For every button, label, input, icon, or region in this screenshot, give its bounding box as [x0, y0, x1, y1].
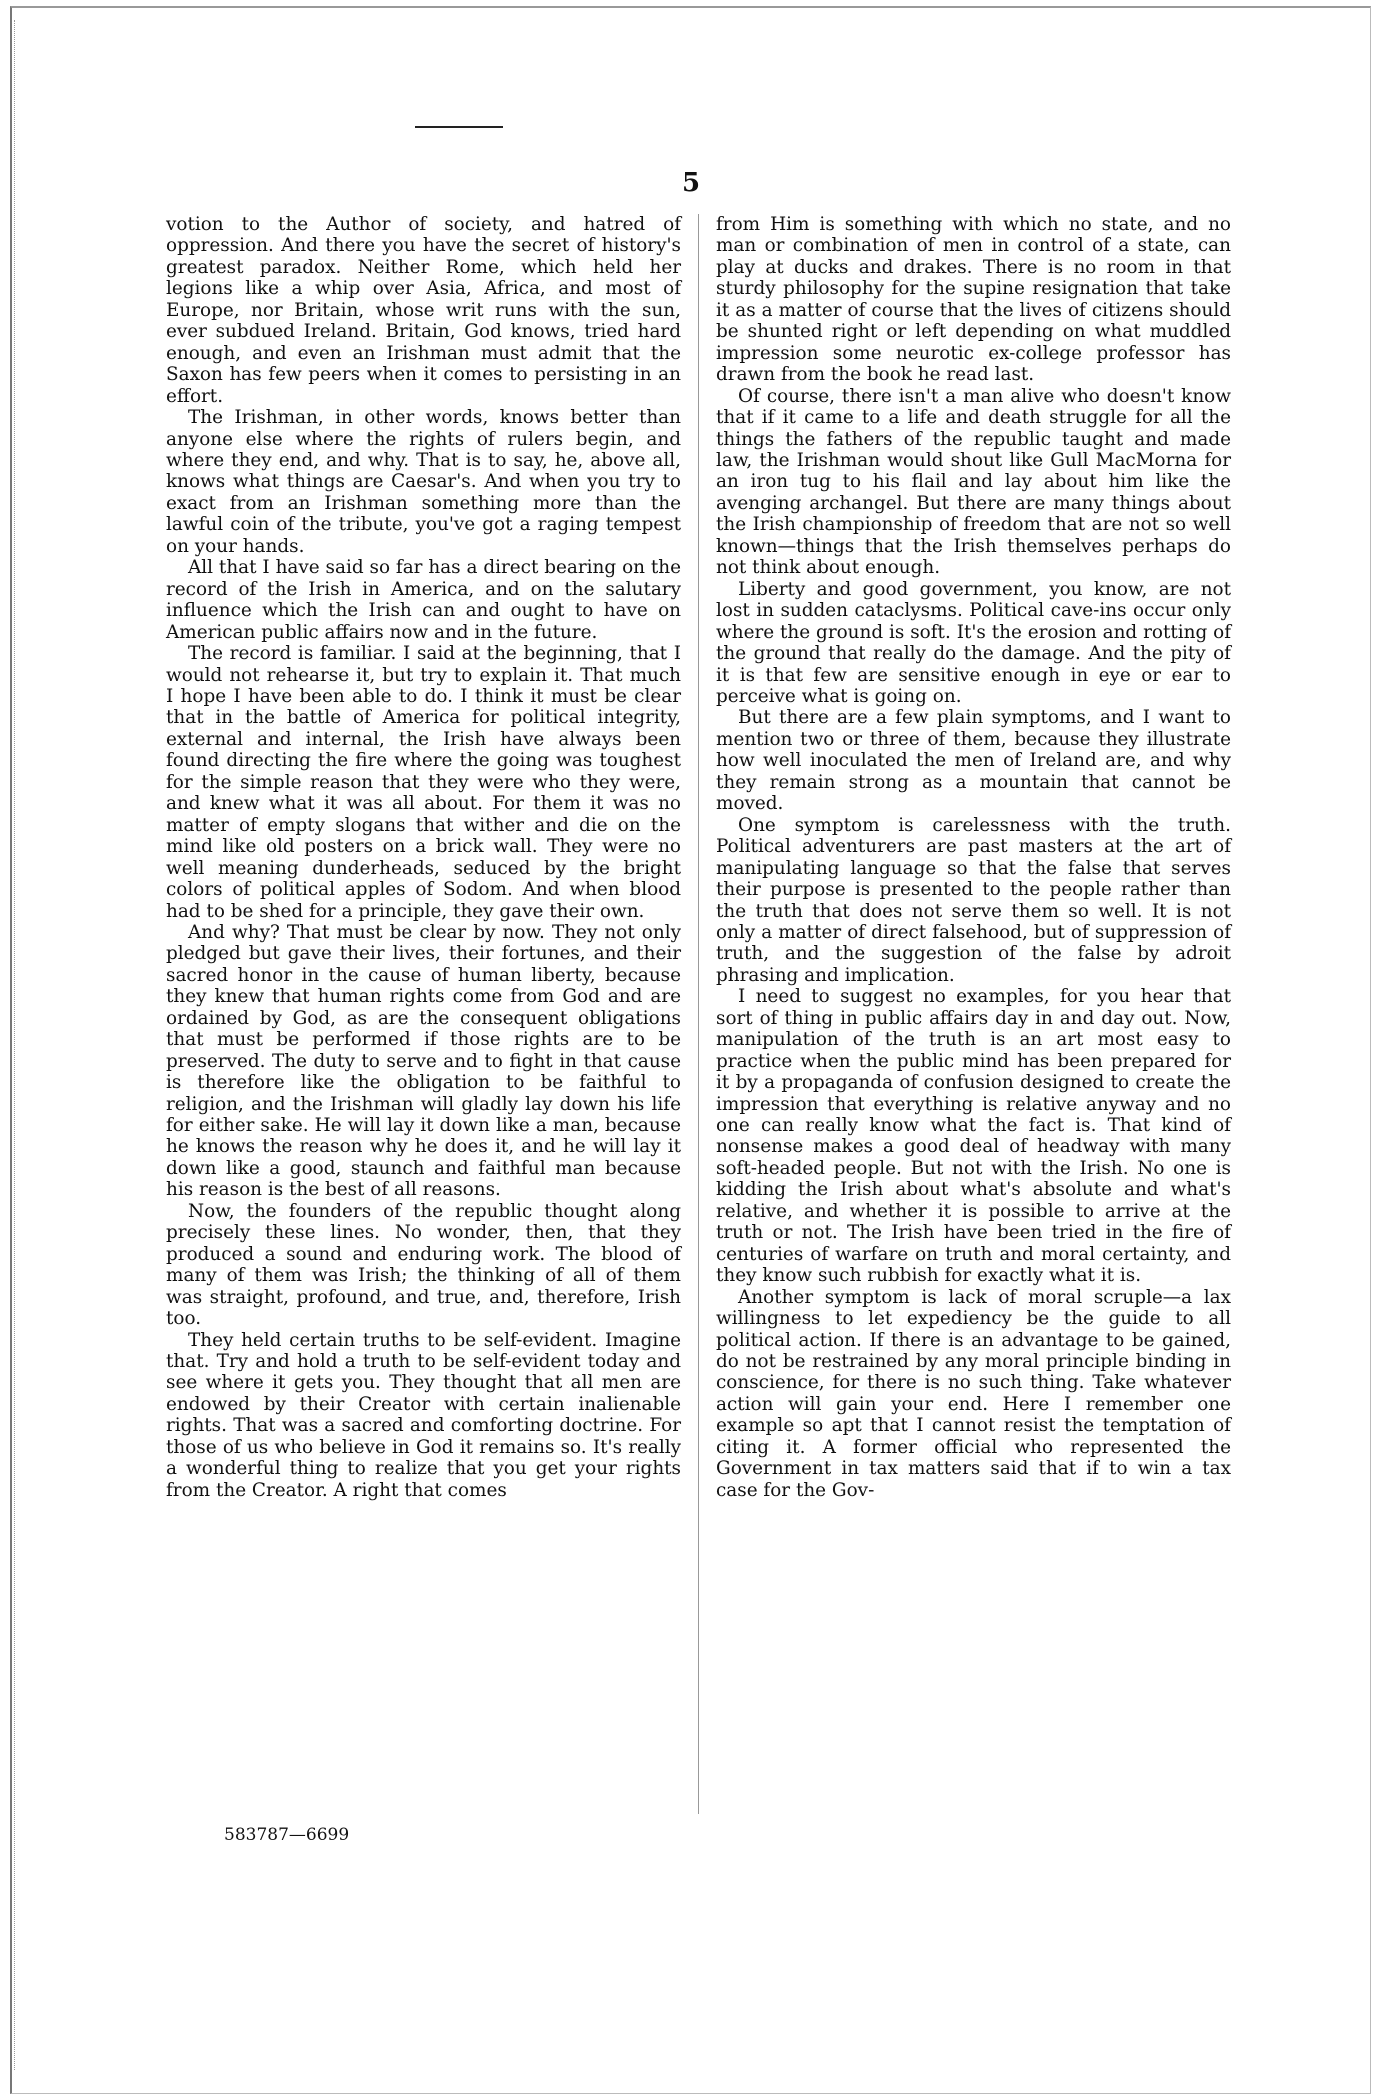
right-text-column	[716, 214, 1231, 1501]
left-paragraph: Now, the founders of the republic thought along precisely these lines. No wonder, then, that they produced a sound and enduring work. The blood of many of them was Irish; the thinking of all of them was straight, profound, and true, and, therefore, Irish too.	[166, 1200, 681, 1330]
left-paragraph: And why? That must be clear by now. They not only pledged but gave their lives, their fortunes, and their sacred honor in the cause of human liberty, because they knew that human rights come from God and are ordained by God, as are the consequent obligations that must be performed if those rights are to be preserved. The duty to serve and to fight in that cause is therefore like the obligation to be faithful to religion, and the Irishman will gladly lay down his life for either sake. He will lay it down like a man, because he knows the reason why he does it, and he will lay it down like a good, staunch and faithful man because his reason is the best of all reasons.	[166, 921, 681, 1201]
left-paragraph: They held certain truths to be self-evident. Imagine that. Try and hold a truth to be self-evident today and see where it gets you. They thought that all men are endowed by their Creator with certain inalienable rights. That was a sacred and comforting doctrine. For those of us who believe in God it remains so. It's really a wonderful thing to realize that you get your rights from the Creator. A right that comes	[166, 1329, 681, 1501]
right-paragraph: from Him is something with which no state, and no man or combination of men in control of a state, can play at ducks and drakes. There is no room in that sturdy philosophy for the supine resignation that take it as a matter of course that the lives of citizens should be shunted right or left depending on what muddled impression some neurotic ex-college professor has drawn from the book he read last.	[716, 214, 1231, 386]
left-paragraph: The record is familiar. I said at the beginning, that I would not rehearse it, but try to explain it. That much I hope I have been able to do. I think it must be clear that in the battle of America for political integrity, external and internal, the Irish have always been found directing the fire where the going was toughest for the simple reason that they were who they were, and knew what it was all about. For them it was no matter of empty slogans that wither and die on the mind like old posters on a brick wall. They were no well meaning dunderheads, seduced by the bright colors of political apples of Sodom. And when blood had to be shed for a principle, they gave their own.	[166, 643, 681, 922]
left-paragraph: The Irishman, in other words, knows better than anyone else where the rights of rulers begin, and where they end, and why. That is to say, he, above all, knows what things are Caesar's. And when you try to exact from an Irishman something more than the lawful coin of the tribute, you've got a raging tempest on your hands.	[166, 407, 681, 557]
header-dash-mark	[415, 126, 503, 128]
scan-edge-marks	[14, 20, 19, 2070]
print-job-code: 583787—6699	[224, 1825, 350, 1845]
page-number: 5	[682, 168, 701, 198]
left-paragraph: votion to the Author of society, and hatred of oppression. And there you have the secret of history's greatest paradox. Neither Rome, which held her legions like a whip over Asia, Africa, and most of Europe, nor Britain, whose writ runs with the sun, ever subdued Ireland. Britain, God knows, tried hard enough, and even an Irishman must admit that the Saxon has few peers when it comes to persisting in an effort.	[166, 214, 681, 407]
right-paragraph: But there are a few plain symptoms, and I want to mention two or three of them, because they illustrate how well inoculated the men of Ireland are, and why they remain strong as a mountain that cannot be moved.	[716, 707, 1231, 815]
column-divider	[698, 214, 699, 1814]
left-text-column	[166, 214, 681, 1501]
right-paragraph: Liberty and good government, you know, are not lost in sudden cataclysms. Political cave-ins occur only where the ground is soft. It's the erosion and rotting of the ground that really do the damage. And the pity of it is that few are sensitive enough in eye or ear to perceive what is going on.	[716, 578, 1231, 707]
right-paragraph: I need to suggest no examples, for you hear that sort of thing in public affairs day in and day out. Now, manipulation of the truth is an art most easy to practice when the public mind has been prepared for it by a propaganda of confusion designed to create the impression that everything is relative anyway and no one can really know what the fact is. That kind of nonsense makes a good deal of headway with many soft-headed people. But not with the Irish. No one is kidding the Irish about what's absolute and what's relative, and whether it is possible to arrive at the truth or not. The Irish have been tried in the fire of centuries of warfare on truth and moral certainty, and they know such rubbish for exactly what it is.	[716, 986, 1231, 1287]
right-paragraph: One symptom is carelessness with the truth. Political adventurers are past masters at the art of manipulating language so that the false that serves their purpose is presented to the people rather than the truth that does not serve them so well. It is not only a matter of direct falsehood, but of suppression of truth, and the suggestion of the false by adroit phrasing and implication.	[716, 814, 1231, 986]
left-paragraph: All that I have said so far has a direct bearing on the record of the Irish in America, and on the salutary influence which the Irish can and ought to have on American public affairs now and in the future.	[166, 557, 681, 643]
right-paragraph: Of course, there isn't a man alive who doesn't know that if it came to a life and death struggle for all the things the fathers of the republic taught and made law, the Irishman would shout like Gull MacMorna for an iron tug to his flail and lay about him like the avenging archangel. But there are many things about the Irish championship of freedom that are not so well known—things that the Irish themselves perhaps do not think about enough.	[716, 385, 1231, 579]
right-paragraph: Another symptom is lack of moral scruple—a lax willingness to let expediency be the guide to all political action. If there is an advantage to be gained, do not be restrained by any moral principle binding in conscience, for there is no such thing. Take whatever action will gain your end. Here I remember one example so apt that I cannot resist the temptation of citing it. A former official who represented the Government in tax matters said that if to win a tax case for the Gov-	[716, 1286, 1231, 1501]
